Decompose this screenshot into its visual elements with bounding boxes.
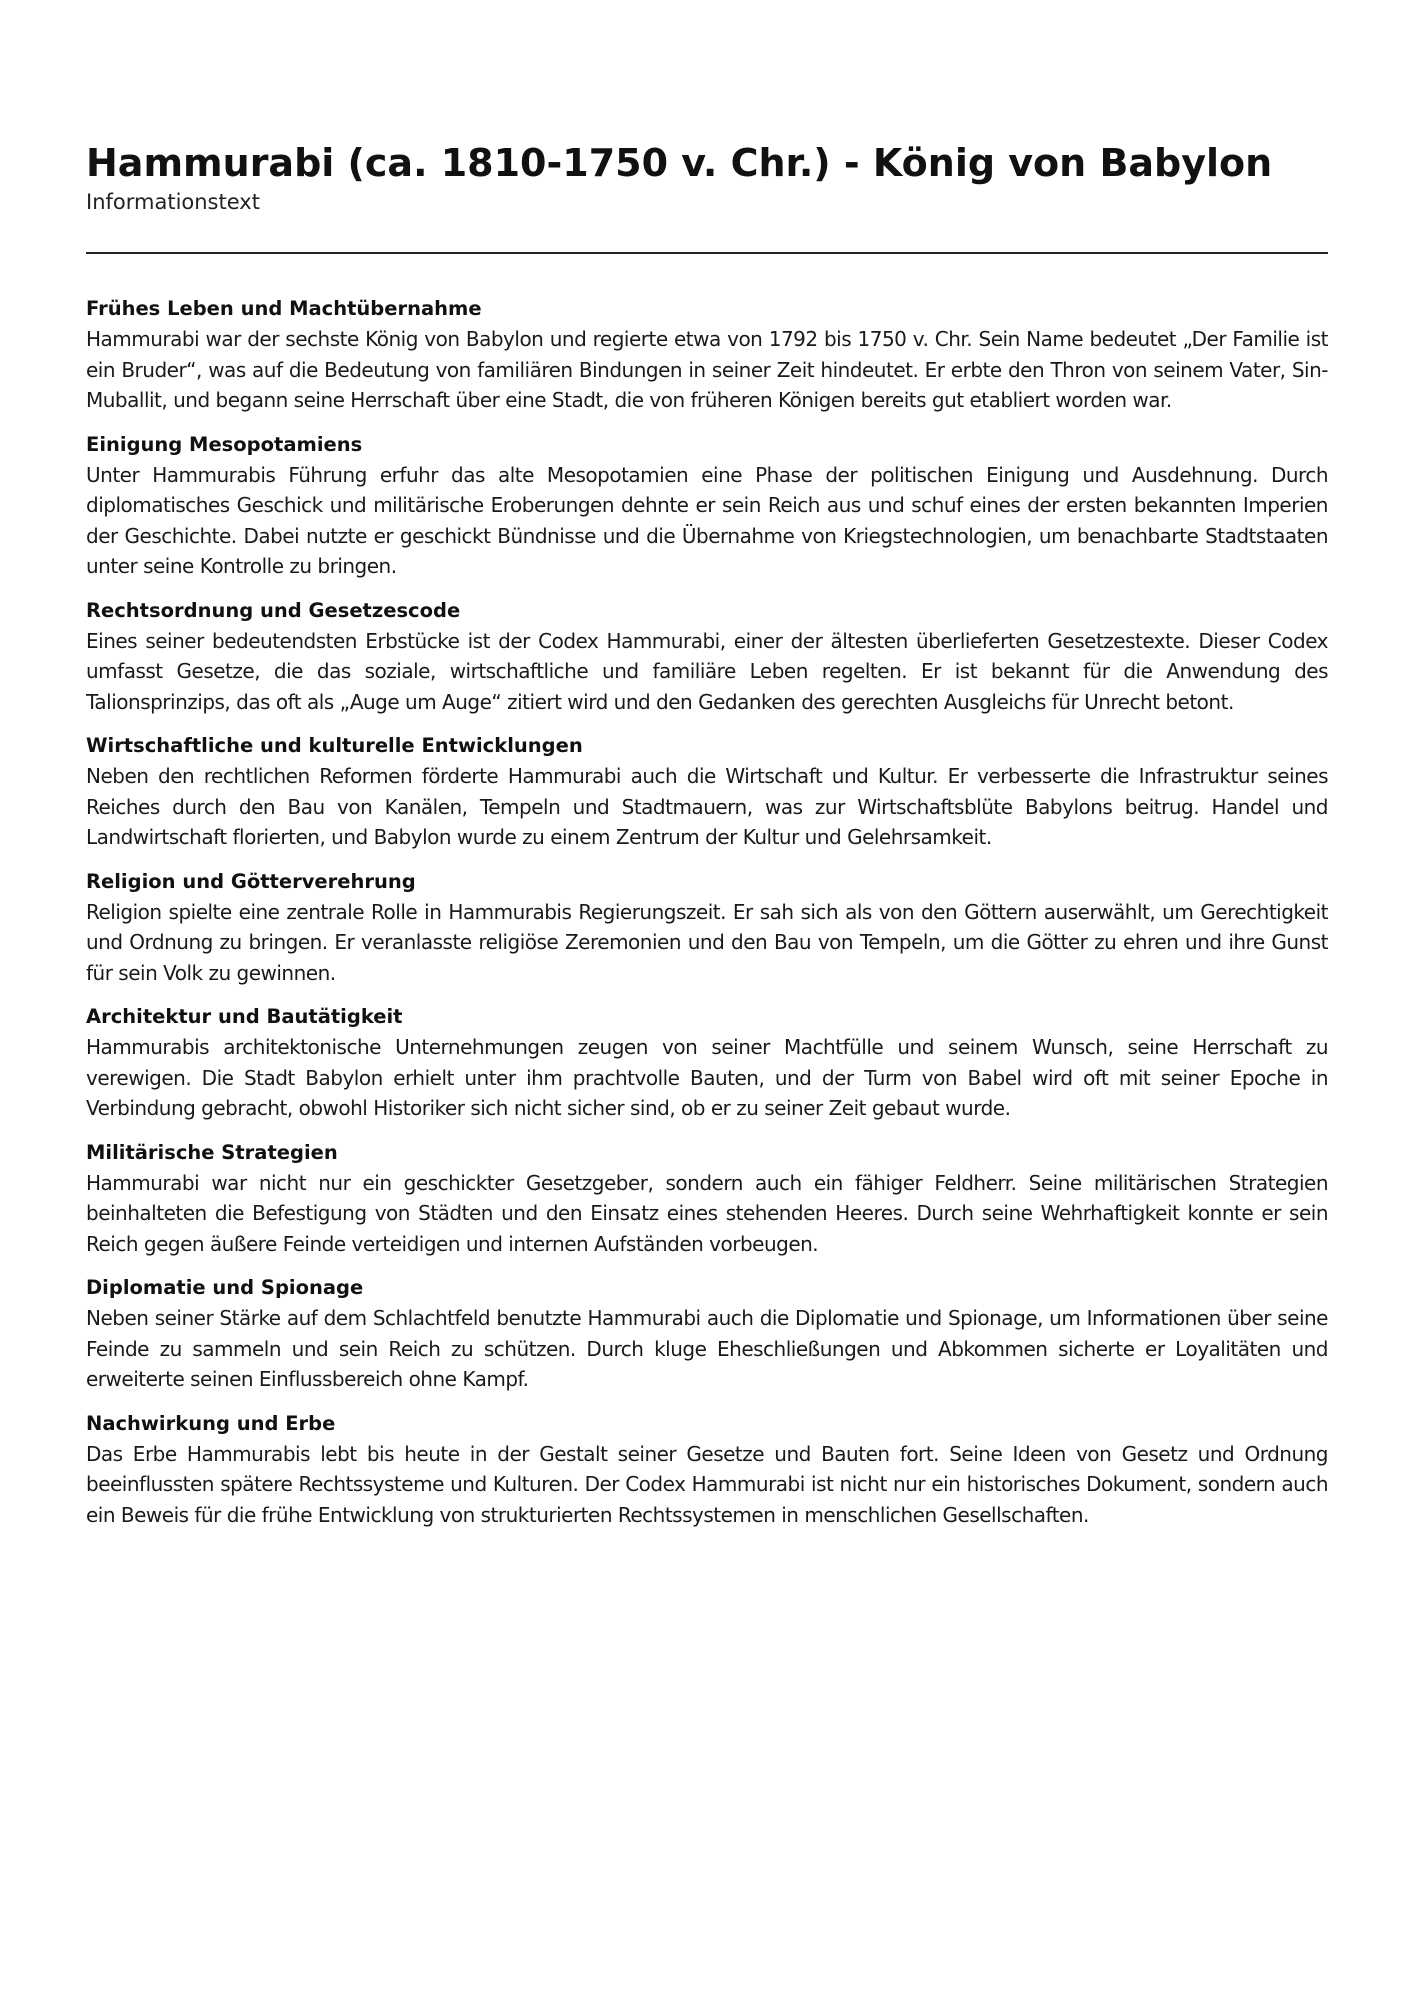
section-heading: Religion und Götterverehrung (86, 869, 416, 893)
section-heading: Rechtsordnung und Gesetzescode (86, 598, 461, 622)
title-divider (86, 252, 1328, 254)
content-sections (86, 294, 1328, 1530)
section-early-life (86, 294, 1328, 416)
section-legal-order (86, 596, 1328, 718)
section-heading: Einigung Mesopotamiens (86, 432, 363, 456)
section-heading: Frühes Leben und Machtübernahme (86, 297, 482, 320)
section-heading: Wirtschaftliche und kulturelle Entwicklungen (86, 734, 583, 757)
section-heading: Nachwirkung und Erbe (86, 1411, 336, 1435)
page-subtitle: Informationstext (86, 190, 260, 214)
section-legacy (86, 1409, 1328, 1531)
page-title: Hammurabi (ca. 1810-1750 v. Chr.) - König von Babylon (86, 141, 1273, 185)
section-economy-culture (86, 731, 1328, 853)
section-body: Eines seiner bedeutendsten Erbstücke ist der Codex Hammurabi, einer der ältesten überlieferten Gesetzestexte. Dieser Codex umfasst Gesetze, die das soziale, wirtschaftliche und familiäre Leben regelten. Er ist bekannt für die Anwendung des Talionsprinzips, das oft als „Auge um Auge“ zitiert wird und den Gedanken des gerechten Ausgleichs für Unrecht betont. (86, 628, 1328, 714)
section-military (86, 1138, 1328, 1260)
document-page (86, 0, 1328, 1544)
section-body: Hammurabi war der sechste König von Babylon und regierte etwa von 1792 bis 1750 v. Chr. Sein Name bedeutet „Der Familie ist ein Bruder“, was auf die Bedeutung von familiären Bindungen in seiner Zeit hindeutet. Er erbte den Thron von seinem Vater, Sin-Muballit, und begann seine Herrschaft über eine Stadt, die von früheren Königen bereits gut etabliert worden war. (86, 327, 1328, 412)
section-body: Hammurabis architektonische Unternehmungen zeugen von seiner Machtfülle und seinem Wunsch, seine Herrschaft zu verewigen. Die Stadt Babylon erhielt unter ihm prachtvolle Bauten, und der Turm von Babel wird oft mit seiner Epoche in Verbindung gebracht, obwohl Historiker sich nicht sicher sind, ob er zu seiner Zeit gebaut wurde. (86, 1035, 1328, 1120)
section-unification (86, 430, 1328, 582)
section-body: Unter Hammurabis Führung erfuhr das alte Mesopotamien eine Phase der politischen Einigung und Ausdehnung. Durch diplomatisches Geschick und militärische Eroberungen dehnte er sein Reich aus und schuf eines der ersten bekannten Imperien der Geschichte. Dabei nutzte er geschickt Bündnisse und die Übernahme von Kriegstechnologien, um benachbarte Stadtstaaten unter seine Kontrolle zu bringen. (86, 462, 1328, 578)
section-religion (86, 867, 1328, 989)
section-architecture (86, 1002, 1328, 1124)
section-body: Neben den rechtlichen Reformen förderte Hammurabi auch die Wirtschaft und Kultur. Er verbesserte die Infrastruktur seines Reiches durch den Bau von Kanälen, Tempeln und Stadtmauern, was zur Wirtschaftsblüte Babylons beitrug. Handel und Landwirtschaft florierten, und Babylon wurde zu einem Zentrum der Kultur und Gelehrsamkeit. (86, 764, 1328, 849)
section-heading: Militärische Strategien (86, 1140, 338, 1164)
section-heading: Architektur und Bautätigkeit (86, 1005, 403, 1028)
section-diplomacy (86, 1273, 1328, 1395)
section-body: Religion spielte eine zentrale Rolle in Hammurabis Regierungszeit. Er sah sich als von den Göttern auserwählt, um Gerechtigkeit und Ordnung zu bringen. Er veranlasste religiöse Zeremonien und den Bau von Tempeln, um die Götter zu ehren und ihre Gunst für sein Volk zu gewinnen. (86, 899, 1328, 985)
section-body: Das Erbe Hammurabis lebt bis heute in der Gestalt seiner Gesetze und Bauten fort. Seine Ideen von Gesetz und Ordnung beeinflussten spätere Rechtssysteme und Kulturen. Der Codex Hammurabi ist nicht nur ein historisches Dokument, sondern auch ein Beweis für die frühe Entwicklung von strukturierten Rechtssystemen in menschlichen Gesellschaften. (86, 1441, 1328, 1527)
section-body: Hammurabi war nicht nur ein geschickter Gesetzgeber, sondern auch ein fähiger Feldherr. Seine militärischen Strategien beinhalteten die Befestigung von Städten und den Einsatz eines stehenden Heeres. Durch seine Wehrhaftigkeit konnte er sein Reich gegen äußere Feinde verteidigen und internen Aufständen vorbeugen. (86, 1170, 1328, 1256)
section-heading: Diplomatie und Spionage (86, 1276, 364, 1299)
section-body: Neben seiner Stärke auf dem Schlachtfeld benutzte Hammurabi auch die Diplomatie und Spionage, um Informationen über seine Feinde zu sammeln und sein Reich zu schützen. Durch kluge Eheschließungen und Abkommen sicherte er Loyalitäten und erweiterte seinen Einflussbereich ohne Kampf. (86, 1306, 1328, 1391)
